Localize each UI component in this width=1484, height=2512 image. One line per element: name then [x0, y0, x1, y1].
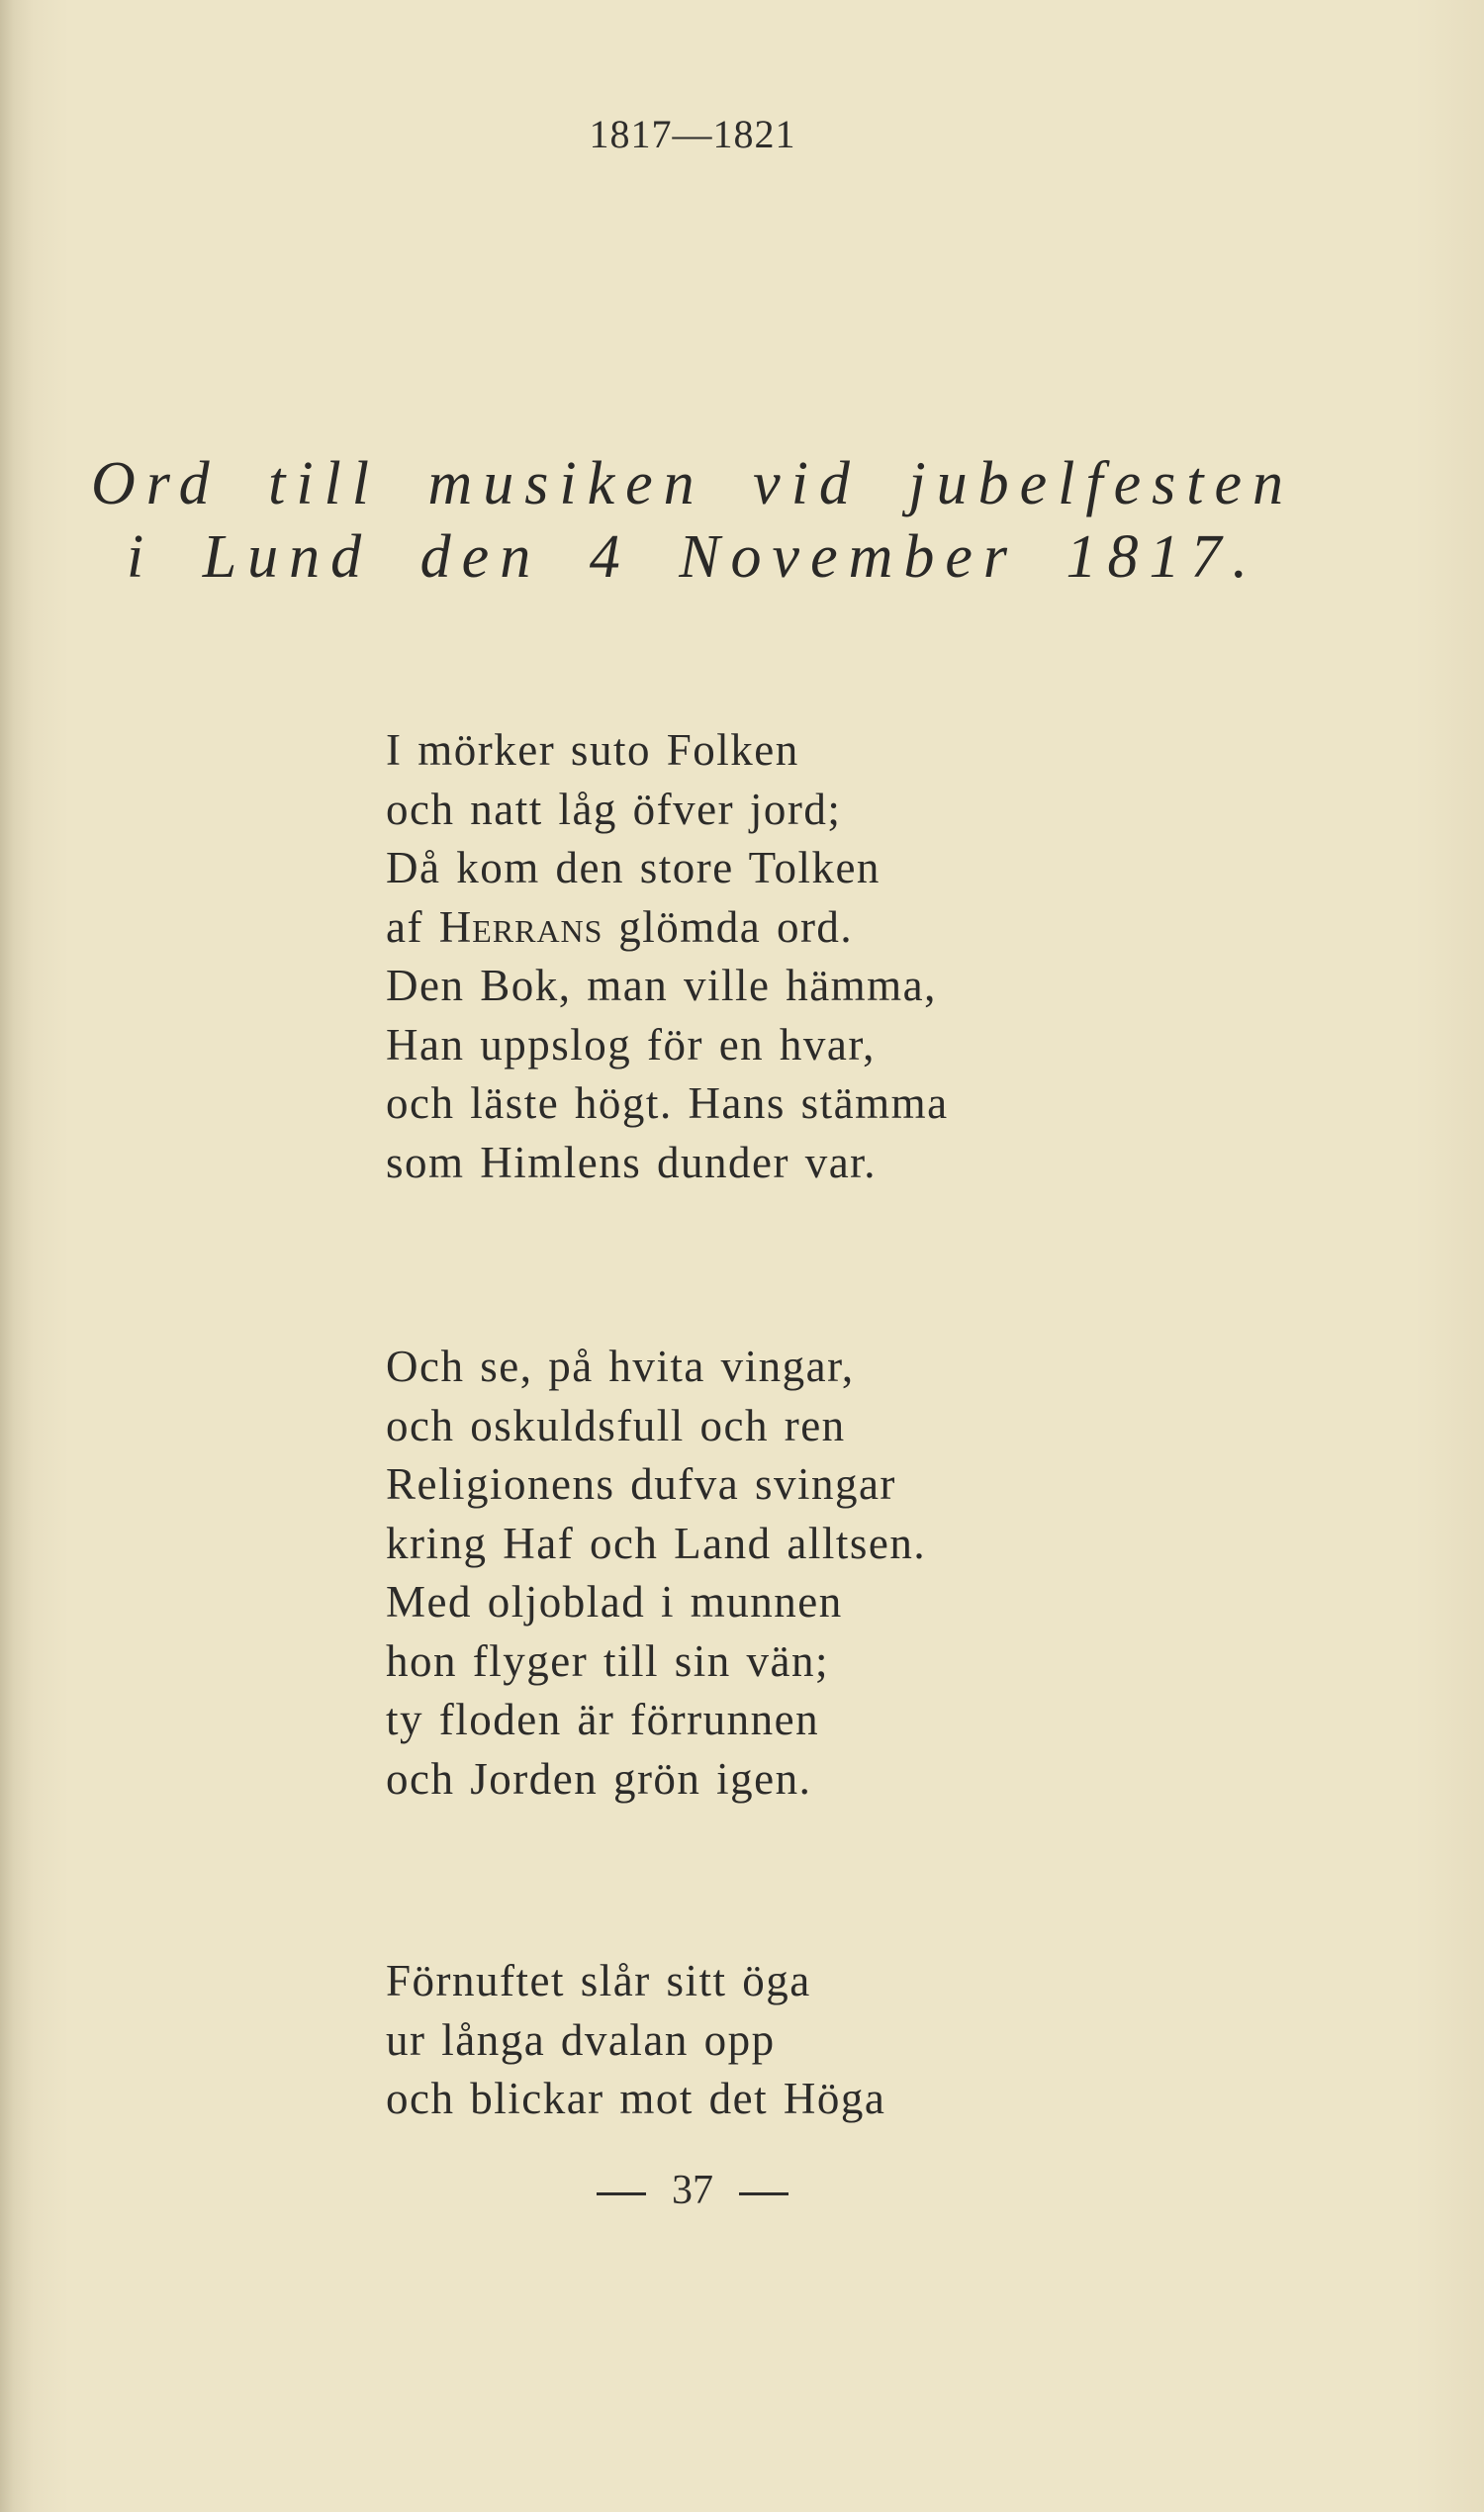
small-caps-word: Herrans: [438, 901, 603, 952]
verse-line: Den Bok, man ville hämma,: [386, 961, 937, 1010]
folio-dash-right: [739, 2192, 788, 2195]
verse-line: Han uppslog för en hvar,: [386, 1019, 876, 1070]
stanza-3: [386, 1952, 885, 2129]
poem-title-line-2: i Lund den 4 November 1817.: [126, 523, 1259, 591]
running-head: 1817—1821: [589, 112, 796, 156]
verse-line-prefix: af: [386, 901, 439, 952]
stanza-1: [386, 721, 949, 1192]
verse-line: ty floden är förrunnen: [386, 1695, 820, 1744]
verse-line-suffix: glömda ord.: [603, 901, 854, 952]
verse-line: [386, 898, 949, 958]
verse-line: och Jorden grön igen.: [386, 1753, 812, 1804]
verse-line: Och se, på hvita vingar,: [386, 1342, 855, 1391]
verse-line: ur långa dvalan opp: [386, 2014, 776, 2065]
verse-line: hon flyger till sin vän;: [386, 1635, 829, 1686]
page-number: [0, 2167, 1385, 2214]
verse-line: Religionens dufva svingar: [386, 1459, 896, 1509]
folio-dash-left: [597, 2192, 646, 2195]
verse-line: Förnuftet slår sitt öga: [386, 1956, 811, 2005]
verse-line: I mörker suto Folken: [386, 725, 799, 775]
verse-line: som Himlens dunder var.: [386, 1137, 877, 1187]
page-number-value: 37: [672, 2168, 713, 2213]
verse-line: och blickar mot det Höga: [386, 2074, 886, 2123]
verse-line: Då kom den store Tolken: [386, 843, 881, 892]
poem-title: [0, 447, 1385, 594]
verse-line: kring Haf och Land alltsen.: [386, 1518, 927, 1568]
verse-line: och natt låg öfver jord;: [386, 784, 842, 834]
verse-line: och oskuldsfull och ren: [386, 1400, 846, 1450]
poem-title-line-1: Ord till musiken vid jubelfesten: [91, 450, 1294, 517]
stanza-2: [386, 1338, 926, 1809]
verse-line: och läste högt. Hans stämma: [386, 1078, 949, 1128]
verse-line: Med oljoblad i munnen: [386, 1577, 843, 1627]
